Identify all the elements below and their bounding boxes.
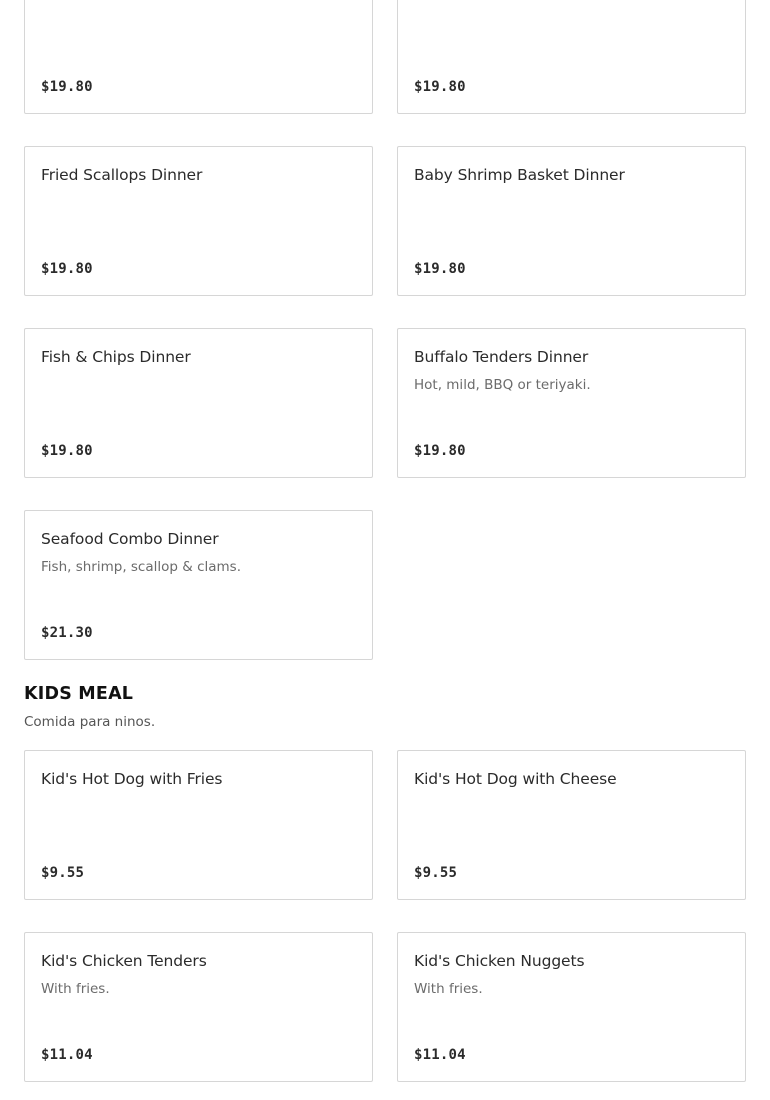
menu-item-card[interactable] xyxy=(24,328,373,478)
menu-item-price: $21.30 xyxy=(41,625,93,641)
menu-item-card[interactable] xyxy=(24,750,373,900)
menu-item-price: $19.80 xyxy=(41,79,93,95)
menu-item-name: Kid's Chicken Nuggets xyxy=(414,952,585,970)
menu-item-description: With fries. xyxy=(41,981,110,997)
section-title-kids-meal: KIDS MEAL xyxy=(24,684,134,704)
menu-item-price: $19.80 xyxy=(414,79,466,95)
menu-item-card[interactable] xyxy=(24,0,373,114)
menu-item-price: $11.04 xyxy=(414,1047,466,1063)
menu-item-card[interactable] xyxy=(397,146,746,296)
menu-item-name: Fish & Chips Dinner xyxy=(41,348,191,366)
menu-item-name: Kid's Hot Dog with Cheese xyxy=(414,770,617,788)
menu-item-card[interactable] xyxy=(24,932,373,1082)
menu-item-card[interactable] xyxy=(397,932,746,1082)
menu-item-name: Buffalo Tenders Dinner xyxy=(414,348,589,366)
menu-item-card[interactable] xyxy=(24,510,373,660)
menu-item-card[interactable] xyxy=(24,146,373,296)
menu-item-price: $19.80 xyxy=(414,443,466,459)
menu-item-name: Fried Scallops Dinner xyxy=(41,166,203,184)
menu-item-card[interactable] xyxy=(397,328,746,478)
menu-item-name: Seafood Combo Dinner xyxy=(41,530,219,548)
menu-item-description: Hot, mild, BBQ or teriyaki. xyxy=(414,377,591,393)
menu-item-card[interactable] xyxy=(397,0,746,114)
menu-item-name: Baby Shrimp Basket Dinner xyxy=(414,166,625,184)
menu-item-name: Kid's Hot Dog with Fries xyxy=(41,770,223,788)
menu-item-price: $19.80 xyxy=(41,261,93,277)
menu-item-price: $9.55 xyxy=(414,865,458,881)
menu-item-card[interactable] xyxy=(397,750,746,900)
section-subtitle-kids-meal: Comida para ninos. xyxy=(24,714,156,730)
menu-item-name: Kid's Chicken Tenders xyxy=(41,952,207,970)
menu-item-price: $9.55 xyxy=(41,865,85,881)
menu-item-price: $19.80 xyxy=(41,443,93,459)
menu-item-description: Fish, shrimp, scallop & clams. xyxy=(41,559,241,575)
menu-item-description: With fries. xyxy=(414,981,483,997)
menu-item-price: $19.80 xyxy=(414,261,466,277)
menu-item-price: $11.04 xyxy=(41,1047,93,1063)
